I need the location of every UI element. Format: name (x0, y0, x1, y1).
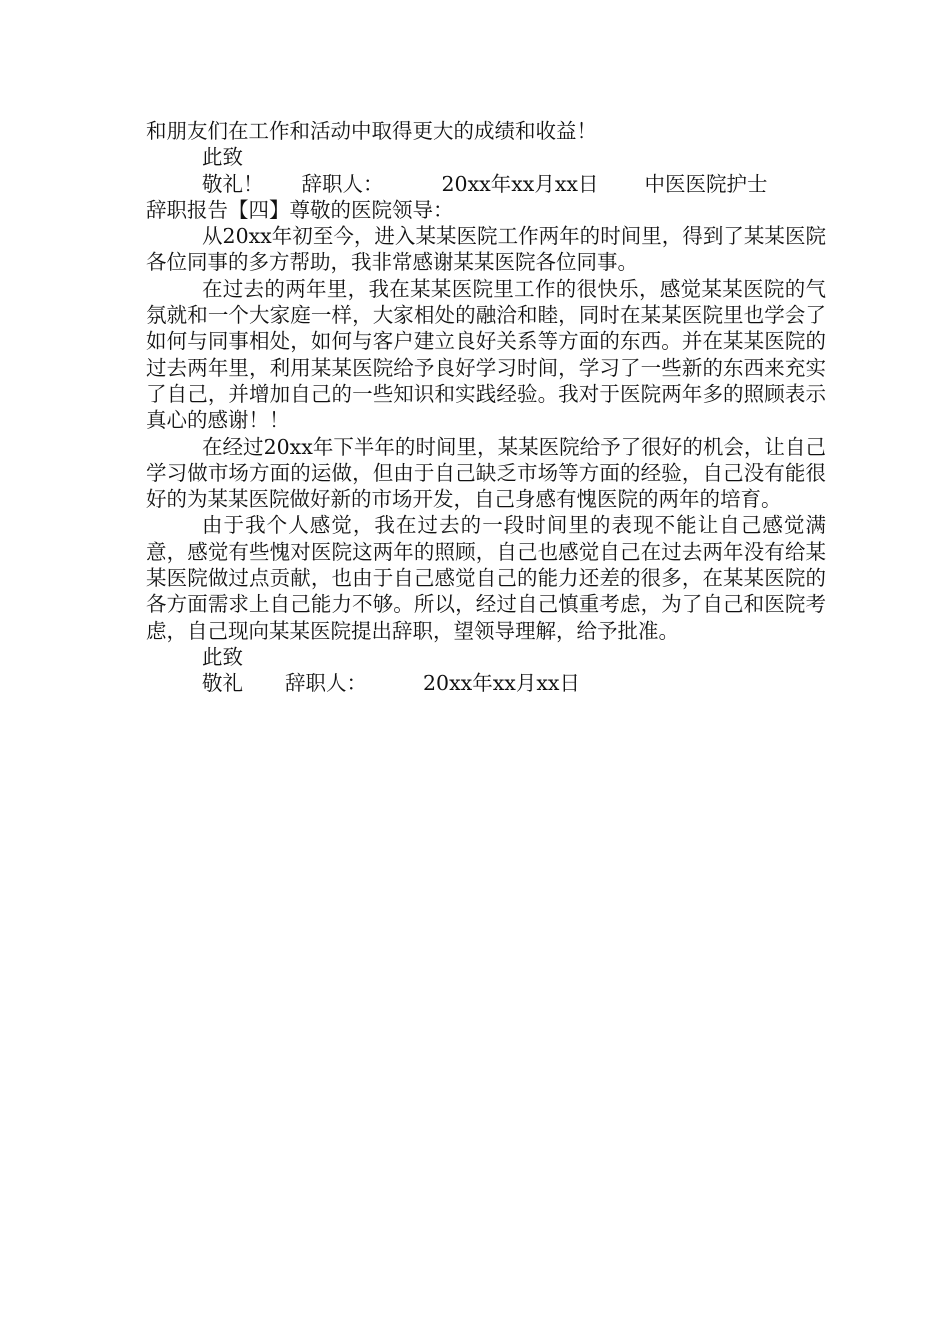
paragraph-text: 在过去的两年里，我在某某医院里工作的很快乐，感觉某某医院的气氛就和一个大家庭一样，大家相处的融洽和睦，同时在某某医院里也学会了如何与同事相处，如何与客户建立良好关系等方面的东西。并在某某医院的过去两年里，利用某某医院给予良好学习时间，学习了一些新的东西来充实了自己，并增加自己的一些知识和实践经验。我对于医院两年多的照顾表示真心的感谢！！ (146, 276, 826, 433)
paragraph-1 (146, 223, 826, 276)
closing-jingli: 敬礼！ (202, 171, 264, 196)
paragraph-text: 从20xx年初至今，进入某某医院工作两年的时间里，得到了某某医院各位同事的多方帮助，我非常感谢某某医院各位同事。 (146, 224, 826, 275)
paragraph-text: 在经过20xx年下半年的时间里，某某医院给予了很好的机会，让自己学习做市场方面的运做，但由于自己缺乏市场等方面的经验，自己没有能很好的为某某医院做好新的市场开发，自己身感有愧医院的两年的培育。 (146, 434, 826, 512)
closing-signature-line (146, 171, 826, 197)
section-heading: 辞职报告【四】尊敬的医院领导： (146, 197, 454, 222)
closing-signature-line-2 (146, 670, 826, 696)
paragraph-2 (146, 276, 826, 434)
paragraph-4 (146, 512, 826, 643)
text-line: 和朋友们在工作和活动中取得更大的成绩和收益！ (146, 119, 597, 143)
document-body (146, 118, 826, 697)
paragraph-3 (146, 434, 826, 513)
signature-date: 20xx年xx月xx日 (441, 171, 599, 196)
paragraph-text: 由于我个人感觉，我在过去的一段时间里的表现不能让自己感觉满意，感觉有些愧对医院这两年的照顾，自己也感觉自己在过去两年没有给某某医院做过点贡献，也由于自己感觉自己的能力还差的很多，在某某医院的各方面需求上自己能力不够。所以，经过自己慎重考虑，为了自己和医院考虑，自己现向某某医院提出辞职，望领导理解，给予批准。 (146, 513, 826, 643)
closing-jingli-2: 敬礼 (202, 671, 243, 696)
closing-cizhi: 此致 (202, 145, 243, 170)
closing-cizhi-2: 此致 (202, 644, 243, 669)
next-title-part: 中医医院护士 (644, 171, 768, 196)
signer-label-2: 辞职人： (285, 671, 367, 696)
signature-date-2: 20xx年xx月xx日 (423, 671, 580, 696)
signer-label: 辞职人： (301, 171, 384, 196)
